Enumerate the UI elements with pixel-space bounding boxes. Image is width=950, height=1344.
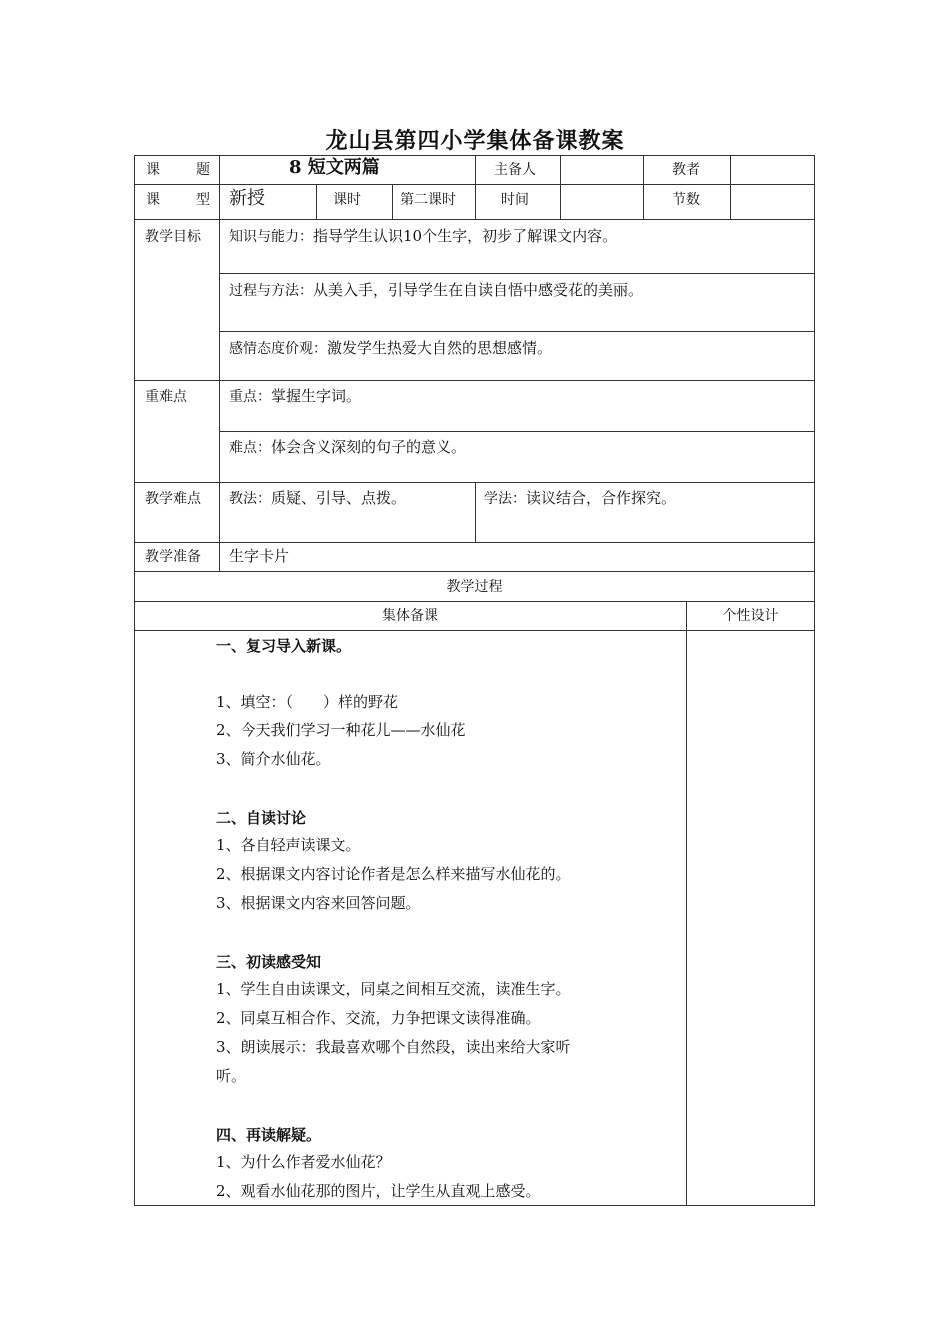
list-item: 3、根据课文内容来回答问题。 — [216, 894, 421, 912]
table-border-bottom — [134, 1205, 815, 1206]
period-value: 第二课时 — [400, 192, 456, 208]
list-item: 2、观看水仙花那的图片，让学生从直观上感受。 — [216, 1182, 541, 1200]
col-divider — [475, 482, 476, 543]
type-label: 课 型 — [146, 192, 210, 208]
col-divider — [643, 155, 644, 220]
list-item: 2、同桌互相合作、交流，力争把课文读得准确。 — [216, 1009, 541, 1027]
col-divider — [316, 184, 317, 220]
collective-prep-heading: 集体备课 — [382, 608, 438, 624]
col-divider — [560, 155, 561, 220]
section-title: 一、复习导入新课。 — [216, 637, 352, 655]
list-item: 1、填空：（ ）样的野花 — [216, 693, 399, 711]
teaching-method: 教法：质疑、引导、点拨。 — [229, 489, 407, 507]
section-title: 三、初读感受知 — [216, 953, 322, 971]
objective-emotion: 感情态度价观：激发学生热爱大自然的思想感情。 — [229, 339, 553, 357]
list-item: 3、简介水仙花。 — [216, 750, 331, 768]
page-title: 龙山县第四小学集体备课教案 — [325, 128, 625, 154]
table-border-right — [814, 155, 815, 1206]
keypoint-difficulty: 难点：体会含义深刻的句子的意义。 — [229, 438, 467, 456]
personal-design-heading: 个性设计 — [722, 608, 779, 624]
list-item: 1、学生自由读课文，同桌之间相互交流，读准生字。 — [216, 980, 571, 998]
objective-process: 过程与方法：从美入手，引导学生在自读自悟中感受花的美丽。 — [229, 281, 644, 299]
keypoint-focus: 重点：掌握生字词。 — [229, 387, 362, 405]
preparer-label: 主备人 — [494, 162, 536, 178]
row-divider — [134, 571, 815, 572]
col-divider — [219, 155, 220, 572]
col-divider — [730, 155, 731, 220]
teacher-label: 教者 — [672, 162, 700, 178]
row-divider — [219, 273, 815, 274]
section-title: 二、自读讨论 — [216, 809, 307, 827]
list-item: 3、朗读展示：我最喜欢哪个自然段，读出来给大家听 — [216, 1038, 571, 1056]
list-item: 2、根据课文内容讨论作者是怎么样来描写水仙花的。 — [216, 865, 571, 883]
row-divider — [219, 431, 815, 432]
process-heading: 教学过程 — [446, 579, 503, 595]
col-divider — [392, 184, 393, 220]
row-divider — [134, 601, 815, 602]
topic-label: 课 题 — [146, 162, 210, 178]
section-title: 四、再读解疑。 — [216, 1126, 322, 1144]
lesson-title: 8 短文两篇 — [289, 157, 380, 178]
row-divider — [134, 380, 815, 381]
prep-value: 生字卡片 — [229, 547, 290, 565]
objective-knowledge: 知识与能力：指导学生认识10个生字，初步了解课文内容。 — [229, 227, 618, 245]
learning-method: 学法：读议结合，合作探究。 — [484, 489, 677, 507]
row-divider — [134, 630, 815, 631]
list-item: 1、为什么作者爱水仙花？ — [216, 1153, 391, 1171]
col-divider — [475, 155, 476, 220]
list-item: 1、各自轻声读课文。 — [216, 836, 361, 854]
list-item: 听。 — [216, 1067, 247, 1085]
count-label: 节数 — [672, 192, 700, 208]
row-divider — [219, 331, 815, 332]
time-label: 时间 — [501, 192, 529, 208]
objectives-label: 教学目标 — [145, 229, 201, 245]
period-label: 课时 — [333, 192, 361, 208]
prep-label: 教学准备 — [145, 549, 201, 565]
keypoints-label: 重难点 — [145, 389, 187, 405]
list-item: 2、今天我们学习一种花儿——水仙花 — [216, 721, 466, 739]
type-value: 新授 — [229, 188, 265, 209]
col-divider — [686, 601, 687, 1206]
methods-label: 教学难点 — [145, 491, 201, 507]
table-border-left — [134, 155, 135, 1206]
